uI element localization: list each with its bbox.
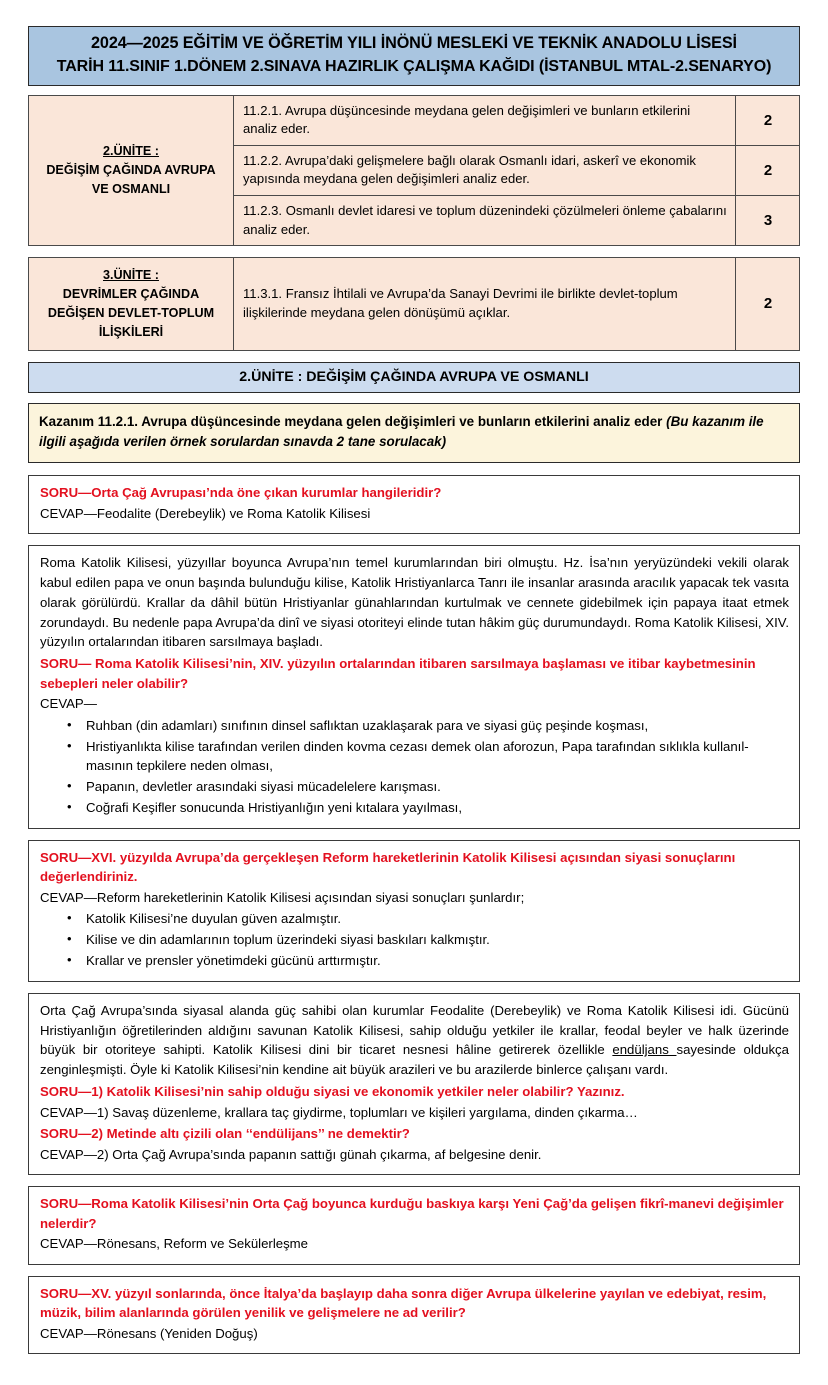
answer-text: CEVAP—Feodalite (Derebeylik) ve Roma Katolik Kilisesi <box>40 505 371 521</box>
question-text: SORU—XV. yüzyıl sonlarında, önce İtalya’da başlayıp daha sonra diğer Avrupa ülkelerine yayılan ve edebiyat, resim, müzik, bilim alanlarında görülen yenilik ve gelişmelere ne ad verilir? <box>40 1285 767 1321</box>
list-item: • Katolik Kilisesi’ne duyulan güven azalmıştır. <box>84 909 789 929</box>
table-row <box>29 258 800 351</box>
list-item: • Coğrafi Keşifler sonucunda Hristiyanlığın yeni kıtalara yayılması, <box>84 798 789 818</box>
unit-label-cell <box>29 258 234 351</box>
unit-title-line: VE OSMANLI <box>91 181 171 196</box>
unit-title-line: DEVRİMLER ÇAĞINDA <box>62 287 200 302</box>
answer-bullet-list <box>40 909 789 970</box>
answer-text: CEVAP—Reform hareketlerinin Katolik Kilisesi açısından siyasi sonuçları şunlardır; <box>40 889 525 905</box>
question-box-katolik-kilisesi <box>28 545 800 829</box>
kazanim-text-cell: 11.2.3. Osmanlı devlet idaresi ve toplum düzenindeki çözülmeleri önleme çabalarını analiz eder. <box>234 195 736 245</box>
answer-text: CEVAP—Rönesans (Yeniden Doğuş) <box>40 1325 258 1341</box>
question-text: SORU—XVI. yüzyılda Avrupa’da gerçekleşen Reform hareketlerinin Katolik Kilisesi açısından siyasi sonuçlarını değerlendiriniz. <box>40 849 736 885</box>
kazanim-count-cell: 2 <box>736 258 800 351</box>
kazanim-table-unit-3 <box>28 257 800 351</box>
section-banner-unit-2: 2.ÜNİTE : DEĞİŞİM ÇAĞINDA AVRUPA VE OSMANLI <box>28 362 800 393</box>
kazanim-text-cell: 11.3.1. Fransız İhtilali ve Avrupa’da Sanayi Devrimi ile birlikte devlet-toplum ilişkilerinde meydana gelen dönüşümü açıklar. <box>234 258 736 351</box>
question-box-ronesans <box>28 1276 800 1355</box>
answer-text: CEVAP— <box>40 696 97 712</box>
objective-text: Kazanım 11.2.1. Avrupa düşüncesinde meydana gelen değişimleri ve bunların etkilerini analiz eder <box>39 413 667 429</box>
answer-bullet-list <box>40 716 789 818</box>
objective-callout <box>28 403 800 464</box>
answer-text: CEVAP—Rönesans, Reform ve Sekülerleşme <box>40 1236 309 1252</box>
question-text: SORU— Roma Katolik Kilisesi’nin, XIV. yüzyılın ortalarından itibaren sarsılmaya başlaması ve itibar kaybetmesinin sebepleri neler olabilir? <box>40 656 756 691</box>
kazanim-text-cell: 11.2.1. Avrupa düşüncesinde meydana gelen değişimleri ve bunların etkilerini analiz eder. <box>234 95 736 145</box>
unit-title-line: DEĞİŞİM ÇAĞINDA AVRUPA <box>46 162 216 177</box>
kazanim-text-cell: 11.2.2. Avrupa’daki gelişmelere bağlı olarak Osmanlı idari, askerî ve ekonomik yapısında meydana gelen değişimleri analiz eder. <box>234 145 736 195</box>
question-text: SORU—Roma Katolik Kilisesi’nin Orta Çağ boyunca kurduğu baskıya karşı Yeni Çağ’da gelişen fikrî-manevi değişimler nelerdir? <box>40 1196 784 1231</box>
document-title-banner <box>28 26 800 86</box>
unit-title-line: İLİŞKİLERİ <box>98 324 164 339</box>
kazanim-count-cell: 2 <box>736 145 800 195</box>
list-item: • Ruhban (din adamları) sınıfının dinsel saflıktan uzaklaşarak para ve siyasi güç peşinde koşması, <box>84 716 789 736</box>
question-box-yeni-cag-degisimler <box>28 1186 800 1265</box>
passage-part-2: sayesinde oldukça zenginleşmişti. Öyle ki Katolik Kilisesi’nin kendine ait büyük arazileri ve bu arazilerde binlerce çalışanı vardı. <box>40 1042 789 1078</box>
table-row <box>29 95 800 145</box>
question-text: SORU—Orta Çağ Avrupası’nda öne çıkan kurumlar hangileridir? <box>40 485 442 501</box>
unit-label-cell <box>29 95 234 245</box>
unit-number: 2.ÜNİTE : <box>103 144 159 159</box>
question-box-orta-cag-kurumlar <box>28 475 800 534</box>
underlined-term: endüljans <box>612 1042 677 1058</box>
passage-part-1: Orta Çağ Avrupa’sında siyasal alanda güç sahibi olan kurumlar Feodalite (Derebeylik) ve Roma Katolik Kilisesi idi. Gücünü Hristiyanlığın öğretilerinden aldığını savunan Katolik Kilisesi, sahip olduğu yetkiler ile krallar, feodal beyler ve halk üzerinde büyük bir otoriteye sahipti. Katolik Kilisesi dini bir ticaret nesnesi hâline getirerek özellikle <box>40 1002 789 1058</box>
question-box-enduljans <box>28 993 800 1175</box>
question-text-2: SORU—2) Metinde altı çizili olan ‘‘endülijans’’ ne demektir? <box>40 1126 410 1142</box>
list-item: • Kilise ve din adamlarının toplum üzerindeki siyasi baskıları kalkmıştır. <box>84 930 789 950</box>
unit-number: 3.ÜNİTE : <box>103 268 159 283</box>
page-title-line-2: TARİH 11.SINIF 1.DÖNEM 2.SINAVA HAZIRLIK ÇALIŞMA KAĞIDI (İSTANBUL MTAL-2.SENARYO) <box>56 58 772 76</box>
question-box-reform-sonuclari <box>28 840 800 982</box>
reading-passage <box>40 1001 789 1080</box>
list-item: • Papanın, devletler arasındaki siyasi mücadelelere karışması. <box>84 777 789 797</box>
answer-text-1: CEVAP—1) Savaş düzenleme, krallara taç giydirme, toplumları ve kişileri yargılama, dinden çıkarma… <box>40 1104 638 1120</box>
answer-text-2: CEVAP—2) Orta Çağ Avrupa’sında papanın sattığı günah çıkarma, af belgesine denir. <box>40 1146 542 1162</box>
page-title-line-1: 2024—2025 EĞİTİM VE ÖĞRETİM YILI İNÖNÜ MESLEKİ VE TEKNİK ANADOLU LİSESİ <box>91 34 737 52</box>
kazanim-count-cell: 3 <box>736 195 800 245</box>
question-text-1: SORU—1) Katolik Kilisesi’nin sahip olduğu siyasi ve ekonomik yetkiler neler olabilir? Yazınız. <box>40 1084 625 1100</box>
objective-note: (Bu kazanım ile ilgili aşağıda verilen örnek sorulardan sınavda 2 tane sorulacak) <box>39 413 764 450</box>
list-item: • Hristiyanlıkta kilise tarafından verilen dinden kovma cezası demek olan aforozun, Papa tarafından sıklıkla kullanıl-masının tepkilere neden olması, <box>84 737 789 777</box>
kazanim-table-unit-2 <box>28 95 800 246</box>
unit-title-line: DEĞİŞEN DEVLET-TOPLUM <box>47 305 215 320</box>
kazanim-count-cell: 2 <box>736 95 800 145</box>
reading-passage: Roma Katolik Kilisesi, yüzyıllar boyunca Avrupa’nın temel kurumlarından biri olmuştu. Hz. İsa’nın yeryüzündeki vekili olarak kabul edilen papa ve onun başında bulunduğu kilise, Katolik Hristiyanlarca Tanrı ile insanlar arasında aracılık yapacak tek vasıta olarak görülürdü. Krallar da dâhil bütün Hristiyanlar günahlarından kurtulmak ve cennete gidebilmek için papaya itaat etmek zorundaydı. Bu nedenle papa Avrupa’da dinî ve siyasi otoriteyi elinde tutan hâkim güç durumundaydı. Roma Katolik Kilisesi, XIV. yüzyılın ortalarından itibaren sarsılmaya başladı. <box>40 555 789 650</box>
list-item: • Krallar ve prensler yönetimdeki gücünü arttırmıştır. <box>84 951 789 971</box>
